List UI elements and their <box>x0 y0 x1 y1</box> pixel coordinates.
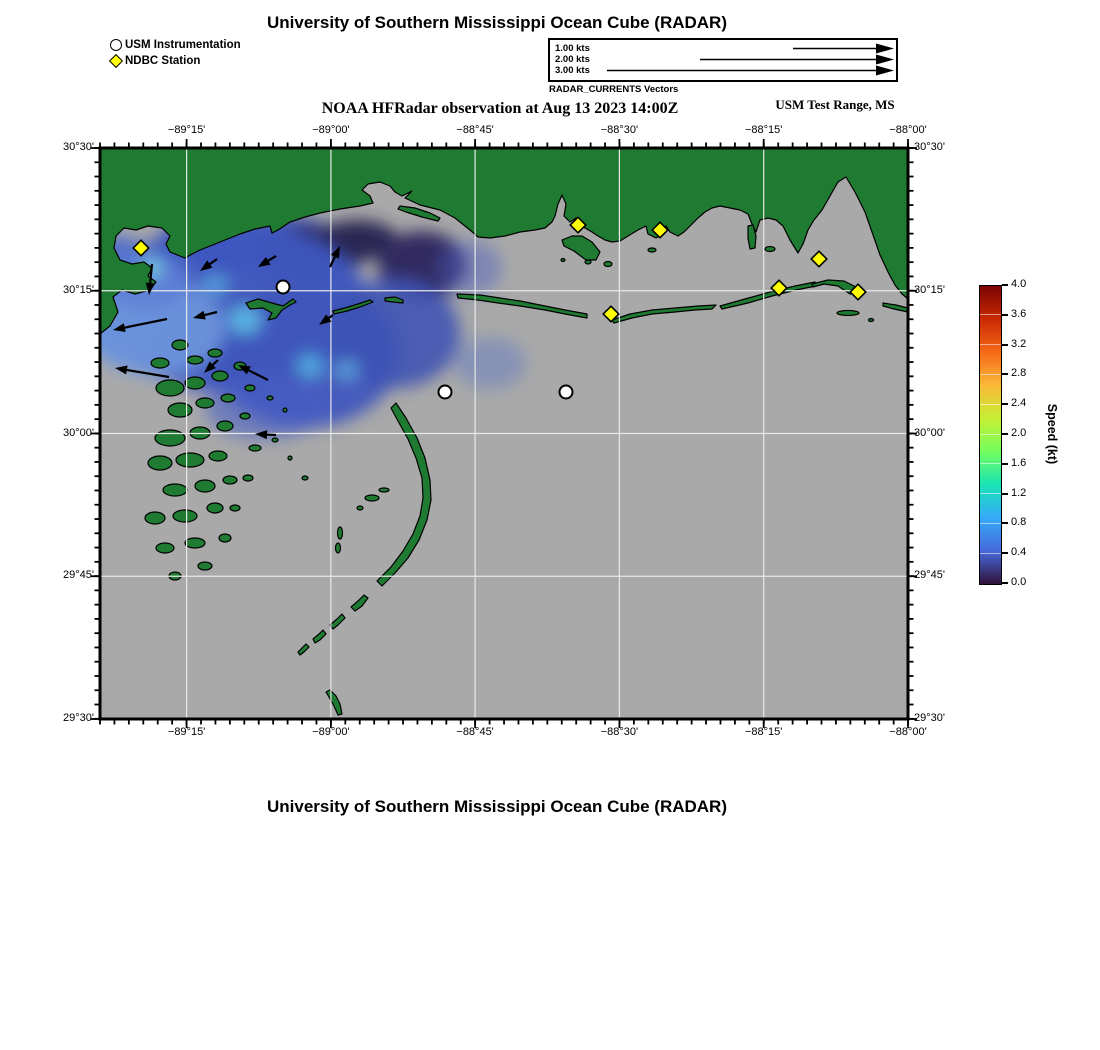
marsh-islet <box>198 562 212 570</box>
colorbar-tick <box>1002 463 1008 465</box>
y-tick-label-right: 30°15' <box>914 283 945 296</box>
marsh-islet <box>240 413 250 419</box>
marsh-islet <box>156 543 174 553</box>
usm-instrumentation-marker <box>439 386 452 399</box>
marsh-islet <box>272 438 278 442</box>
colorbar-tick <box>1002 403 1008 405</box>
colorbar-tick-label: 0.0 <box>1011 576 1027 588</box>
y-tick-label-left: 29°30' <box>63 712 94 724</box>
colorbar-tick <box>1002 522 1008 524</box>
marsh-islet <box>357 506 363 510</box>
x-tick-label-bottom: −88°15' <box>744 726 783 738</box>
scale-arrow-head <box>876 55 894 65</box>
vector-scale-caption: RADAR_CURRENTS Vectors <box>549 84 679 95</box>
marker-legend <box>110 37 241 69</box>
scale-arrow-label: 2.00 kts <box>555 53 590 65</box>
legend-ndbc-label: NDBC Station <box>125 55 201 67</box>
marsh-islet <box>604 262 612 267</box>
colorbar-crossline <box>980 404 1001 405</box>
footer-title: University of Southern Mississippi Ocean Cube (RADAR) <box>266 797 727 816</box>
marsh-islet <box>185 538 205 548</box>
vector-scale-arrows <box>550 40 896 80</box>
marsh-islet <box>336 543 341 553</box>
marsh-islet <box>648 248 656 252</box>
colorbar-tick-label: 4.0 <box>1011 278 1027 290</box>
marsh-islet <box>765 247 775 252</box>
marsh-islet <box>217 421 233 431</box>
y-tick-label-right: 30°30' <box>914 141 945 153</box>
marsh-islet <box>209 451 227 461</box>
x-tick-label-bottom: −89°15' <box>167 726 206 738</box>
colorbar-tick <box>1002 344 1008 346</box>
marsh-islet <box>561 259 565 262</box>
legend-row-ndbc <box>110 53 241 69</box>
marsh-islet <box>869 319 874 322</box>
colorbar-tick <box>1002 582 1008 584</box>
colorbar-tick-label: 3.6 <box>1011 307 1027 320</box>
x-tick-label-top: −88°15' <box>744 124 783 136</box>
speed-blob <box>297 355 323 377</box>
colorbar-tick-label: 0.8 <box>1011 516 1027 529</box>
scale-arrow-head <box>876 66 894 76</box>
speed-blob <box>202 275 228 295</box>
marsh-islet <box>585 260 591 264</box>
x-tick-label-top: −88°00' <box>889 124 927 136</box>
marsh-islet <box>168 403 192 417</box>
colorbar-crossline <box>980 314 1001 315</box>
marsh-islet <box>148 456 172 470</box>
colorbar-tick-label: 1.2 <box>1011 486 1027 499</box>
colorbar-tick <box>1002 433 1008 435</box>
test-range-label: USM Test Range, MS <box>775 97 895 112</box>
usm-instrumentation-marker <box>560 386 573 399</box>
marsh-islet <box>212 371 228 381</box>
map-panel <box>88 136 920 736</box>
x-tick-label-top: −88°45' <box>456 124 494 136</box>
marsh-islet <box>379 488 389 492</box>
usm-circle-icon <box>110 39 122 51</box>
colorbar-tick-label: 3.2 <box>1011 337 1027 350</box>
marsh-islet <box>185 377 205 389</box>
marsh-islet <box>249 445 261 451</box>
legend-usm-label: USM Instrumentation <box>125 39 241 51</box>
marsh-islet <box>155 430 185 446</box>
marsh-islet <box>151 358 169 368</box>
speed-blob <box>438 240 502 296</box>
usm-instrumentation-marker <box>277 281 290 294</box>
page-title: University of Southern Mississippi Ocean Cube (RADAR) <box>266 13 727 32</box>
colorbar-axis-label: Speed (kt) <box>1045 403 1059 465</box>
marsh-islet <box>302 476 308 480</box>
marsh-islet <box>245 385 255 391</box>
scale-arrow-label: 3.00 kts <box>555 64 590 76</box>
marsh-islet <box>145 512 165 524</box>
colorbar-tick <box>1002 552 1008 554</box>
y-tick-label-left: 30°30' <box>63 141 94 153</box>
speed-blob <box>454 337 526 389</box>
marsh-islet <box>172 340 188 350</box>
colorbar-tick-label: 0.4 <box>1011 546 1027 559</box>
speed-blob <box>229 306 261 334</box>
colorbar-tick-label: 2.0 <box>1011 427 1027 439</box>
x-tick-label-bottom: −88°45' <box>456 726 494 738</box>
colorbar-tick-label: 1.6 <box>1011 456 1027 469</box>
observation-subtitle: NOAA HFRadar observation at Aug 13 2023 14:00Z <box>321 100 679 117</box>
colorbar-tick <box>1002 284 1008 286</box>
marsh-islet <box>196 398 214 408</box>
colorbar-tick <box>1002 314 1008 316</box>
y-tick-label-right: 29°30' <box>914 712 945 724</box>
marsh-islet <box>163 484 187 496</box>
colorbar-tick <box>1002 493 1008 495</box>
x-tick-label-top: −89°15' <box>167 124 206 136</box>
marsh-islet <box>187 356 203 364</box>
scale-arrow-label: 1.00 kts <box>555 42 590 54</box>
scale-arrow-head <box>876 44 894 54</box>
y-tick-label-right: 30°00' <box>914 426 945 439</box>
colorbar-tick <box>1002 373 1008 375</box>
map-canvas <box>88 136 920 731</box>
x-tick-label-bottom: −88°00' <box>889 726 927 738</box>
marsh-islet <box>221 394 235 402</box>
y-tick-label-left: 29°45' <box>63 569 94 582</box>
vector-scale-box <box>548 38 898 82</box>
marsh-islet <box>288 456 292 460</box>
marsh-islet <box>219 534 231 542</box>
colorbar-crossline <box>980 463 1001 464</box>
marsh-islet <box>176 453 204 467</box>
colorbar-crossline <box>980 344 1001 345</box>
colorbar-crossline <box>980 374 1001 375</box>
marsh-islet <box>195 480 215 492</box>
colorbar-crossline <box>980 493 1001 494</box>
marsh-islet <box>837 311 859 316</box>
marsh-islet <box>207 503 223 513</box>
y-tick-label-left: 30°00' <box>63 426 94 439</box>
speed-blob <box>336 361 358 379</box>
colorbar-crossline <box>980 523 1001 524</box>
marsh-islet <box>365 495 379 501</box>
marsh-islet <box>208 349 222 357</box>
x-tick-label-top: −89°00' <box>312 124 350 136</box>
colorbar-tick-label: 2.8 <box>1011 367 1027 380</box>
marsh-islet <box>267 396 273 400</box>
marsh-islet <box>243 475 253 481</box>
x-tick-label-top: −88°30' <box>600 124 639 136</box>
y-tick-label-left: 30°15' <box>63 283 94 296</box>
colorbar-tick-label: 2.4 <box>1011 397 1027 410</box>
marsh-islet <box>223 476 237 484</box>
colorbar <box>979 285 1002 585</box>
marsh-islet <box>230 505 240 511</box>
x-tick-label-bottom: −89°00' <box>312 726 350 738</box>
x-tick-label-bottom: −88°30' <box>600 726 639 738</box>
marsh-islet <box>173 510 197 522</box>
legend-row-usm <box>110 37 241 53</box>
marsh-islet <box>156 380 184 396</box>
marsh-islet <box>338 527 343 539</box>
y-tick-label-right: 29°45' <box>914 569 945 582</box>
colorbar-crossline <box>980 553 1001 554</box>
ndbc-diamond-icon <box>109 54 123 68</box>
marsh-islet <box>283 408 287 412</box>
colorbar-crossline <box>980 434 1001 435</box>
